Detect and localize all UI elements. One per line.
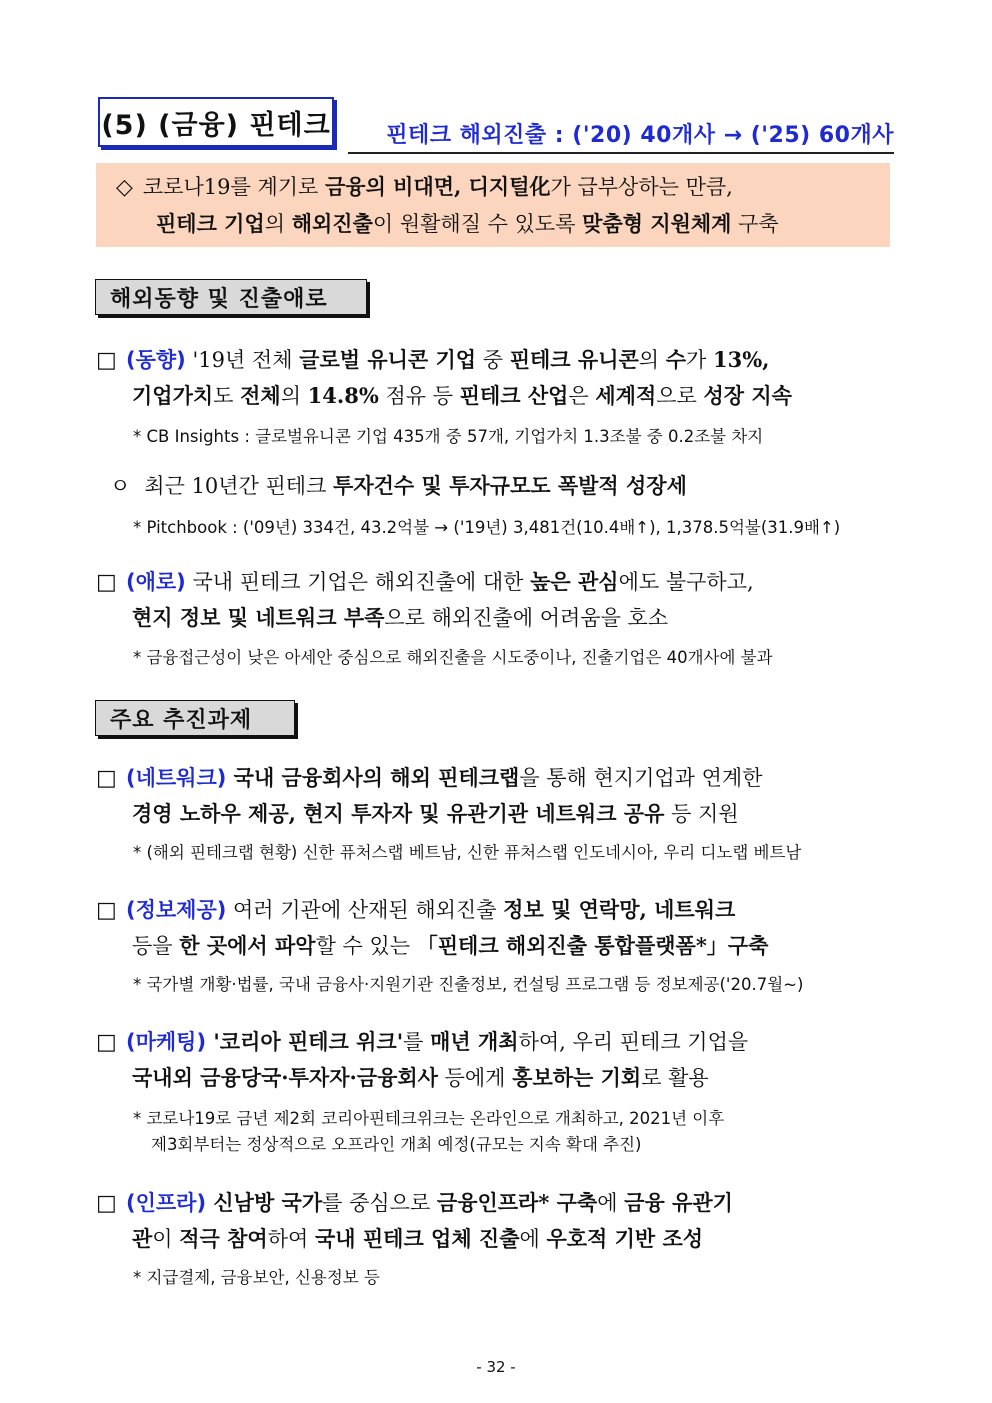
item-text: 를 중심으로 bbox=[322, 1191, 437, 1215]
item-emphasis: 글로벌 유니콘 기업 bbox=[299, 347, 477, 372]
item-text: 에도 불구하고, bbox=[618, 570, 754, 594]
item-emphasis: 국내 금융회사의 해외 핀테크랩 bbox=[226, 765, 520, 790]
item-text: 를 bbox=[403, 1030, 431, 1054]
heading-tasks-label: 주요 추진과제 bbox=[110, 707, 253, 733]
item-text: 도 bbox=[213, 384, 241, 408]
item-text: 가 bbox=[686, 348, 713, 372]
summary-emphasis: 금융의 비대면, 디지털化 bbox=[325, 174, 551, 199]
item-network bbox=[96, 760, 896, 832]
item-barrier bbox=[96, 564, 896, 636]
item-emphasis: 수 bbox=[665, 347, 687, 372]
item-emphasis: 홍보하는 기회 bbox=[512, 1065, 642, 1090]
heading-trends bbox=[95, 279, 367, 315]
item-network-note: * (해외 핀테크랩 현황) 신한 퓨처스랩 베트남, 신한 퓨처스랩 인도네시아, 우리 디노랩 베트남 bbox=[133, 843, 802, 862]
item-marketing-note-line-1: * 코로나19로 금년 제2회 코리아핀테크위크는 온라인으로 개최하고, 2021년 이후 bbox=[133, 1109, 725, 1128]
item-emphasis: 금융인프라* 구축 bbox=[436, 1190, 598, 1215]
section-target-text: 핀테크 해외진출 : ('20) 40개사 → ('25) 60개사 bbox=[386, 123, 894, 148]
checkbox-icon: □ bbox=[96, 898, 117, 923]
summary-text: 의 bbox=[264, 212, 292, 236]
item-emphasis: 우호적 기반 조성 bbox=[546, 1226, 704, 1251]
checkbox-icon: □ bbox=[96, 766, 117, 791]
item-marketing-line-2 bbox=[96, 1060, 896, 1096]
item-emphasis: 「핀테크 해외진출 통합플랫폼*」구축 bbox=[416, 933, 769, 958]
item-emphasis: 관 bbox=[132, 1226, 153, 1251]
summary-text: 이 원활해질 수 있도록 bbox=[372, 212, 583, 236]
item-text: 하여 bbox=[267, 1227, 315, 1251]
item-network-line-2 bbox=[96, 796, 896, 832]
section-title-box bbox=[98, 97, 334, 147]
item-recent-note: * Pitchbook : ('09년) 334건, 43.2억불 → ('19년) 3,481건(10.4배↑), 1,378.5억불(31.9배↑) bbox=[133, 518, 841, 537]
section-title: (5) (금융) 핀테크 bbox=[101, 109, 331, 141]
item-emphasis: 기업가치 bbox=[132, 383, 214, 408]
item-emphasis: 성장 지속 bbox=[703, 383, 792, 408]
item-emphasis: '코리아 핀테크 위크' bbox=[206, 1029, 404, 1054]
item-tag: (동향) bbox=[126, 348, 186, 372]
item-marketing-line-1 bbox=[96, 1024, 896, 1060]
item-infra-line-2 bbox=[96, 1221, 896, 1257]
summary-text: 코로나19를 계기로 bbox=[142, 175, 325, 199]
item-trend-line-1 bbox=[96, 342, 896, 378]
item-tag: (정보제공) bbox=[126, 898, 227, 922]
item-emphasis: 경영 노하우 제공, 현지 투자자 및 유관기관 네트워크 공유 bbox=[132, 801, 665, 826]
checkbox-icon: □ bbox=[96, 1191, 117, 1216]
item-text: 에 bbox=[597, 1191, 625, 1215]
summary-line-1 bbox=[116, 169, 890, 206]
summary-text: 가 급부상하는 만큼, bbox=[550, 175, 733, 199]
item-emphasis: 국내외 금융당국·투자자·금융회사 bbox=[132, 1065, 438, 1090]
item-info-line-1 bbox=[96, 892, 896, 928]
item-emphasis: 14.8% bbox=[307, 383, 379, 408]
item-info bbox=[96, 892, 896, 964]
item-tag: (애로) bbox=[126, 570, 186, 594]
item-tag: (인프라) bbox=[126, 1191, 207, 1215]
item-text: 국내 핀테크 기업은 해외진출에 대한 bbox=[185, 570, 531, 594]
item-text: 등 지원 bbox=[664, 802, 739, 826]
item-info-note: * 국가별 개황·법률, 국내 금융사·지원기관 진출정보, 컨설팅 프로그램 등 정보제공('20.7월~) bbox=[133, 975, 804, 994]
item-emphasis: 높은 관심 bbox=[530, 569, 619, 594]
item-emphasis: 핀테크 산업 bbox=[459, 383, 569, 408]
circle-bullet-icon: ㅇ bbox=[110, 474, 131, 498]
item-barrier-line-2 bbox=[96, 600, 896, 636]
item-barrier-line-1 bbox=[96, 564, 896, 600]
item-text: 의 bbox=[638, 348, 666, 372]
item-trend-line-2 bbox=[96, 378, 896, 414]
item-text: 하여, 우리 핀테크 기업을 bbox=[518, 1030, 749, 1054]
item-network-line-1 bbox=[96, 760, 896, 796]
item-emphasis: 국내 핀테크 업체 진출 bbox=[314, 1226, 520, 1251]
item-text: '19년 전체 bbox=[185, 348, 300, 372]
item-emphasis: 신남방 국가 bbox=[206, 1190, 323, 1215]
summary-emphasis: 맞춤형 지원체계 bbox=[582, 211, 732, 236]
item-infra bbox=[96, 1185, 896, 1257]
item-emphasis: 금융 유관기 bbox=[624, 1190, 733, 1215]
summary-box bbox=[96, 163, 890, 247]
item-emphasis: 매년 개최 bbox=[430, 1029, 519, 1054]
summary-emphasis: 해외진출 bbox=[291, 211, 373, 236]
item-emphasis: 핀테크 유니콘 bbox=[509, 347, 639, 372]
item-text: 점유 등 bbox=[378, 384, 460, 408]
item-emphasis: 세계적 bbox=[595, 383, 657, 408]
item-emphasis: 현지 정보 및 네트워크 부족 bbox=[132, 605, 385, 630]
item-text: 로 활용 bbox=[641, 1066, 709, 1090]
item-text: 을 통해 현지기업과 연계한 bbox=[519, 766, 763, 790]
item-tag: (마케팅) bbox=[126, 1030, 207, 1054]
checkbox-icon: □ bbox=[96, 348, 117, 373]
item-trend-note: * CB Insights : 글로벌유니콘 기업 435개 중 57개, 기업가치 1.3조불 중 0.2조불 차지 bbox=[133, 427, 764, 446]
item-text: 여러 기관에 산재된 해외진출 bbox=[226, 898, 504, 922]
item-emphasis: 적극 참여 bbox=[179, 1226, 268, 1251]
item-text: 최근 10년간 핀테크 bbox=[144, 474, 334, 498]
item-marketing bbox=[96, 1024, 896, 1096]
diamond-outline-icon: ◇ bbox=[116, 175, 133, 200]
item-marketing-note-line-2: 제3회부터는 정상적으로 오프라인 개최 예정(규모는 지속 확대 추진) bbox=[151, 1135, 642, 1154]
summary-text: 구축 bbox=[731, 212, 779, 236]
item-text: 이 bbox=[152, 1227, 180, 1251]
item-trend bbox=[96, 342, 896, 414]
item-text: 에 bbox=[519, 1227, 547, 1251]
item-text: 등에게 bbox=[437, 1066, 513, 1090]
item-text: 은 bbox=[568, 384, 596, 408]
item-text: 할 수 있는 bbox=[315, 934, 417, 958]
item-emphasis: 전체 bbox=[240, 383, 281, 408]
item-barrier-note: * 금융접근성이 낮은 아세안 중심으로 해외진출을 시도중이나, 진출기업은 40개사에 불과 bbox=[133, 648, 773, 667]
page-number: - 32 - bbox=[476, 1358, 516, 1376]
item-marketing-note bbox=[133, 1106, 898, 1158]
checkbox-icon: □ bbox=[96, 570, 117, 595]
item-emphasis: 정보 및 연락망, 네트워크 bbox=[503, 897, 736, 922]
item-emphasis: 13%, bbox=[713, 347, 770, 372]
item-text: 중 bbox=[476, 348, 510, 372]
section-target bbox=[348, 118, 894, 154]
heading-trends-label: 해외동향 및 진출애로 bbox=[110, 286, 328, 312]
summary-line-2 bbox=[116, 206, 890, 242]
item-infra-note: * 지급결제, 금융보안, 신용정보 등 bbox=[133, 1268, 380, 1287]
item-recent bbox=[110, 468, 870, 504]
item-info-line-2 bbox=[96, 928, 896, 964]
item-emphasis: 투자건수 및 투자규모도 폭발적 성장세 bbox=[333, 473, 687, 498]
checkbox-icon: □ bbox=[96, 1030, 117, 1055]
item-text: 으로 해외진출에 어려움을 호소 bbox=[384, 606, 669, 630]
item-infra-line-1 bbox=[96, 1185, 896, 1221]
item-text: 으로 bbox=[656, 384, 704, 408]
item-tag: (네트워크) bbox=[126, 766, 227, 790]
item-text: 등을 bbox=[132, 934, 180, 958]
item-text: 의 bbox=[280, 384, 308, 408]
heading-tasks bbox=[95, 700, 295, 736]
summary-emphasis: 핀테크 기업 bbox=[156, 211, 265, 236]
item-emphasis: 한 곳에서 파악 bbox=[179, 933, 316, 958]
